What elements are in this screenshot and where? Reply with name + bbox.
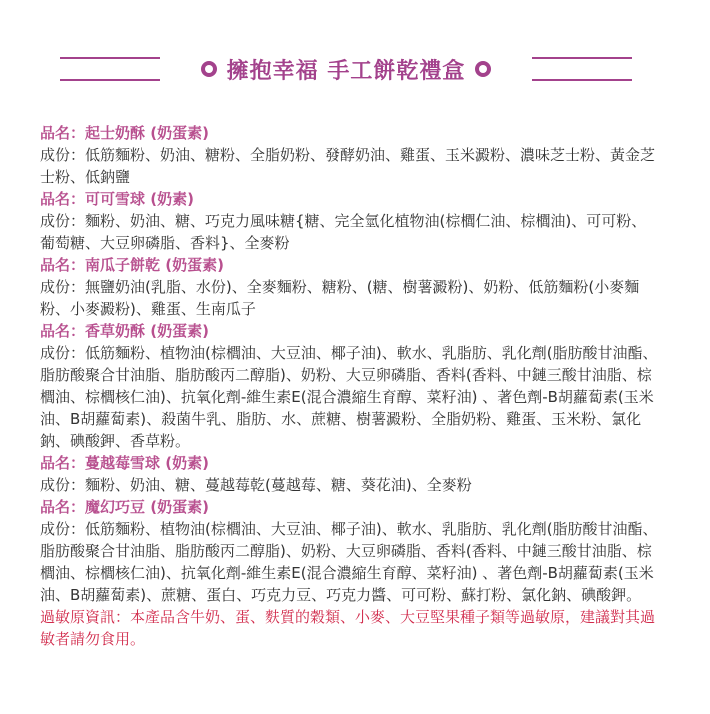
allergen-info: 過敏原資訊：本產品含牛奶、蛋、麩質的穀類、小麥、大豆堅果種子類等過敏原，建議對其過敏者請勿食用。 — [40, 608, 656, 648]
product-name: 品名：蔓越莓雪球 (奶素) — [40, 454, 209, 472]
product-list — [40, 122, 660, 650]
page-title: 擁抱幸福 手工餅乾禮盒 — [226, 58, 466, 84]
product-ingredients: 成份：無鹽奶油(乳脂、水份)、全麥麵粉、糖粉、(糖、樹薯澱粉)、奶粉、低筋麵粉(小麥麵粉、小麥澱粉)、雞蛋、生南瓜子 — [40, 278, 640, 318]
product-name: 品名：香草奶酥 (奶蛋素) — [40, 322, 209, 340]
heart-icon — [475, 61, 491, 77]
title-bar — [60, 45, 632, 85]
product-ingredients: 成份：麵粉、奶油、糖、蔓越莓乾(蔓越莓、糖、葵花油)、全麥粉 — [40, 476, 472, 494]
product-ingredients: 成份：低筋麵粉、植物油(棕櫚油、大豆油、椰子油)、軟水、乳脂肪、乳化劑(脂肪酸甘油酯、脂肪酸聚合甘油脂、脂肪酸丙二醇脂)、奶粉、大豆卵磷脂、香料(香料、中鏈三酸甘油脂、棕櫚油、棕櫚核仁油)、抗氧化劑-維生素E(混合濃縮生育醇、菜籽油) 、著色劑-B胡蘿蔔素(玉米油、B胡蘿蔔素)、殺菌牛乳、脂肪、水、蔗糖、樹薯澱粉、全脂奶粉、雞蛋、玉米粉、氯化鈉、碘酸鉀、香草粉。 — [40, 344, 658, 450]
product-ingredients: 成份：低筋麵粉、植物油(棕櫚油、大豆油、椰子油)、軟水、乳脂肪、乳化劑(脂肪酸甘油酯、脂肪酸聚合甘油脂、脂肪酸丙二醇脂)、奶粉、大豆卵磷脂、香料(香料、中鏈三酸甘油脂、棕櫚油、棕櫚核仁油)、抗氧化劑-維生素E(混合濃縮生育醇、菜籽油) 、著色劑-B胡蘿蔔素(玉米油、B胡蘿蔔素)、蔗糖、蛋白、巧克力豆、巧克力醬、可可粉、蘇打粉、氯化鈉、碘酸鉀。 — [40, 520, 658, 604]
product-ingredients: 成份：麵粉、奶油、糖、巧克力風味糖{糖、完全氫化植物油(棕櫚仁油、棕櫚油)、可可粉、葡萄糖、大豆卵磷脂、香料}、全麥粉 — [40, 212, 647, 252]
decorative-line — [532, 79, 632, 81]
product-ingredients: 成份：低筋麵粉、奶油、糖粉、全脂奶粉、發酵奶油、雞蛋、玉米澱粉、濃味芝士粉、黃金芝士粉、低鈉鹽 — [40, 146, 656, 186]
product-name: 品名：魔幻巧豆 (奶蛋素) — [40, 498, 209, 516]
product-name: 品名：起士奶酥 (奶蛋素) — [40, 124, 209, 142]
decorative-line — [60, 57, 160, 59]
decorative-line — [60, 79, 160, 81]
heart-icon — [201, 61, 217, 77]
product-name: 品名：可可雪球 (奶素) — [40, 190, 194, 208]
product-name: 品名：南瓜子餅乾 (奶蛋素) — [40, 256, 224, 274]
title-row — [160, 53, 532, 85]
decorative-line — [532, 57, 632, 59]
